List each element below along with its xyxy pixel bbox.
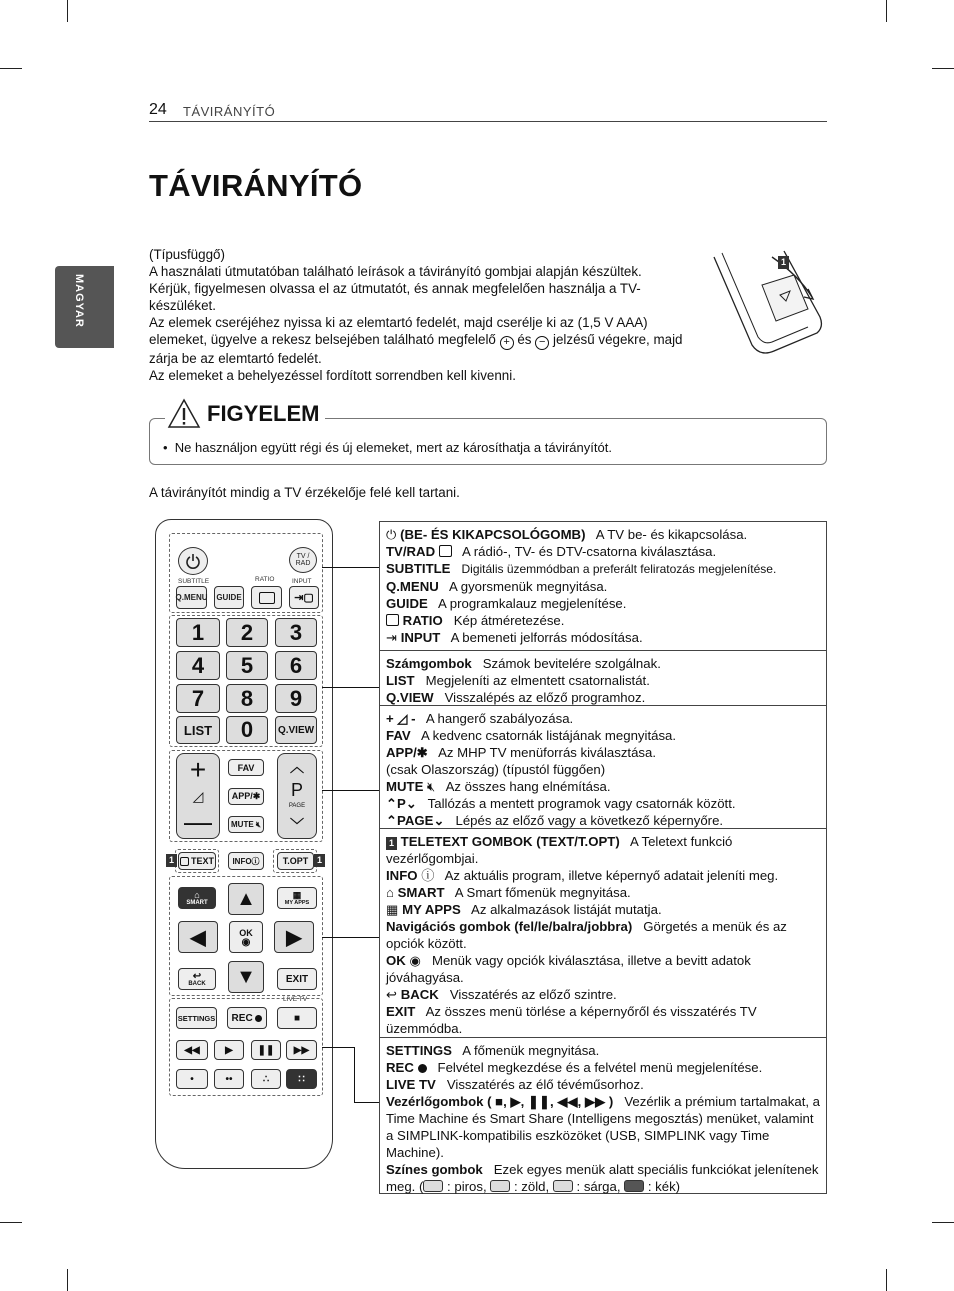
desc-row: SUBTITLE Digitális üzemmódban a preferált feliratozás megjelenítése.	[386, 561, 777, 576]
section-volume	[380, 706, 826, 829]
three-dots-icon: ∴	[262, 1073, 270, 1085]
leader-line	[354, 1047, 355, 1103]
crop-mark	[0, 1222, 22, 1223]
crop-mark	[932, 68, 954, 69]
volume-up-icon: +	[189, 754, 207, 785]
desc-row: EXIT Az összes menü törlése a képernyőről és visszatérés TV üzemmódba.	[386, 1004, 757, 1036]
fast-forward-icon: ▶▶	[293, 1044, 310, 1056]
desc-row: ⌃PAGE⌄ Lépés az előző vagy a következő képernyőre.	[386, 813, 724, 828]
crop-mark	[886, 1269, 887, 1291]
four-dots-icon: ∷	[298, 1073, 305, 1085]
teletext-badge: 1	[386, 837, 397, 850]
list-button[interactable]: LIST	[176, 716, 220, 744]
two-dots-icon: ••	[225, 1073, 233, 1085]
desc-row: LIST Megjeleníti az elmentett csatornalistát.	[386, 673, 650, 688]
volume-icon: ◿	[192, 787, 204, 804]
fav-button[interactable]: FAV	[228, 759, 264, 776]
ok-icon: ◉	[409, 953, 421, 968]
forward-button[interactable]	[286, 1040, 317, 1060]
desc-row: FAV A kedvenc csatornák listájának megnyitása.	[386, 728, 677, 743]
desc-row: INFO ⓘ Az aktuális program, illetve képernyő adatait jeleníti meg.	[386, 868, 779, 883]
desc-row: OK ◉ Menük vagy opciók kiválasztása, illetve a bevitt adatok jóváhagyása.	[386, 953, 751, 985]
section-power	[380, 522, 826, 651]
desc-row: + ◿ - A hangerő szabályozása.	[386, 711, 574, 726]
desc-row: Q.MENU A gyorsmenük megnyitása.	[386, 579, 608, 594]
digit-button[interactable]: 1	[176, 618, 220, 647]
color-button-green[interactable]	[214, 1069, 244, 1089]
intro-text	[149, 246, 689, 384]
crop-mark	[0, 68, 22, 69]
volume-rocker[interactable]	[176, 753, 220, 839]
ratio-icon	[386, 614, 399, 626]
power-button[interactable]	[178, 547, 208, 575]
page-title: TÁVIRÁNYÍTÓ	[149, 168, 363, 203]
home-icon: ⌂	[194, 889, 200, 900]
warning-icon	[167, 398, 201, 430]
livetv-label: LIVE TV	[283, 996, 308, 1003]
qview-button[interactable]: Q.VIEW	[275, 716, 317, 744]
desc-row: ⌃P⌄ Tallózás a mentett programok vagy csatornák között.	[386, 796, 736, 811]
desc-row: (csak Olaszország) (típustól függően)	[386, 762, 606, 777]
smart-button[interactable]: ⌂ SMART	[178, 887, 216, 909]
live-tv-button[interactable]	[277, 1007, 317, 1029]
plus-symbol-icon: +	[500, 336, 514, 350]
caution-heading	[165, 394, 325, 434]
teletext-badge: 1	[314, 854, 325, 867]
desc-row: TV/RAD A rádió-, TV- és DTV-csatorna kiválasztása.	[386, 544, 717, 559]
qmenu-button[interactable]: Q.MENU	[176, 586, 207, 609]
subtitle-label: SUBTITLE	[178, 578, 210, 585]
page-number: 24	[149, 101, 167, 118]
digit-button[interactable]: 2	[226, 618, 268, 647]
language-tab	[55, 266, 114, 348]
back-icon: ↩	[386, 987, 398, 1002]
input-icon: ⇥	[386, 630, 398, 645]
desc-row: REC Felvétel megkezdése és a felvétel menü megjelenítése.	[386, 1060, 763, 1075]
channel-p-label: P	[290, 780, 303, 800]
input-icon: ⇥▢	[294, 592, 314, 604]
mute-button[interactable]: MUTE 🔇︎	[228, 816, 264, 833]
leader-line	[322, 567, 379, 568]
color-button-yellow[interactable]	[251, 1069, 281, 1089]
mute-icon: 🔇︎	[255, 819, 261, 829]
desc-row: Vezérlőgombok ( ■, ▶, ❚❚, ◀◀, ▶▶ ) Vezérlik a prémium tartalmakat, a Time Machine és Smart Share (Intelligens megosztás) menüket, valamint a SIMPLINK-kompatibilis eszközöket (USB, SIMPLINK vagy Time Machine).	[386, 1094, 821, 1160]
crop-mark	[67, 1269, 68, 1291]
rewind-button[interactable]	[176, 1040, 208, 1060]
desc-row: Számgombok Számok bevitelére szolgálnak.	[386, 656, 661, 671]
desc-row: MUTE 🔇︎ Az összes hang elnémítása.	[386, 779, 611, 794]
green-button-icon	[490, 1180, 510, 1192]
color-button-blue[interactable]	[286, 1069, 317, 1089]
digit-button[interactable]: 3	[275, 618, 317, 647]
section-playback	[380, 1038, 826, 1193]
intro-line: A használati útmutatóban található leírások a távirányító gombjai alapján készültek.	[149, 264, 642, 279]
leader-line	[322, 1047, 354, 1048]
arrow-left-icon: ◀	[190, 926, 206, 949]
grid-icon: ▦	[292, 889, 302, 900]
blue-button-icon	[624, 1180, 644, 1192]
nav-up-button[interactable]	[228, 883, 264, 915]
info-icon: ⓘ	[421, 868, 435, 883]
leader-line	[322, 937, 379, 938]
crop-mark	[886, 0, 887, 22]
description-table	[379, 521, 827, 1194]
yellow-button-icon	[553, 1180, 573, 1192]
ok-button[interactable]: OK ◉	[229, 921, 263, 953]
desc-row: ⌂ SMART A Smart főmenük megnyitása.	[386, 885, 631, 900]
desc-row: GUIDE A programkalauz megjelenítése.	[386, 596, 627, 611]
crop-mark	[932, 1222, 954, 1223]
power-icon: ⏻	[386, 527, 397, 542]
grid-icon: ▦	[386, 902, 399, 917]
mute-icon: 🔇︎	[427, 779, 436, 794]
section-numbers	[380, 651, 826, 706]
rewind-icon: ◀◀	[184, 1044, 200, 1056]
desc-row: ↩ BACK Visszatérés az előző szintre.	[386, 987, 617, 1002]
digit-button-zero[interactable]: 0	[226, 716, 268, 744]
back-button[interactable]: ↩ BACK	[178, 968, 216, 990]
language-label: MAGYAR	[73, 274, 85, 328]
desc-row: Q.VIEW Visszalépés az előző programhoz.	[386, 690, 646, 705]
channel-rocker[interactable]	[277, 753, 317, 839]
digit-button[interactable]: 5	[226, 651, 268, 680]
sensor-note: A távirányítót mindig a TV érzékelője felé kell tartani.	[149, 485, 460, 500]
back-icon: ↩	[192, 970, 202, 982]
power-icon	[185, 553, 201, 569]
pause-icon: ❚❚	[257, 1044, 275, 1056]
topt-button[interactable]: T.OPT	[277, 852, 314, 870]
color-button-red[interactable]	[176, 1069, 208, 1089]
ok-icon: ◉	[241, 936, 251, 948]
settings-button[interactable]: SETTINGS	[176, 1007, 217, 1029]
tv-rad-button[interactable]: TV / RAD	[289, 547, 317, 573]
text-button[interactable]: TEXT	[178, 852, 216, 870]
intro-line: (Típusfüggő)	[149, 247, 225, 262]
desc-row: ⇥ INPUT A bemeneti jelforrás módosítása.	[386, 630, 643, 645]
record-dot-icon	[255, 1015, 262, 1022]
crop-mark	[67, 0, 68, 22]
battery-step-badge: 1	[778, 256, 789, 269]
arrow-down-icon: ▼	[236, 965, 256, 988]
desc-row: Színes gombok Ezek egyes menük alatt speciális funkciókat jelenítenek meg. ( : piros, : zöld, : sárga, : kék)	[386, 1162, 819, 1194]
red-button-icon	[423, 1180, 443, 1192]
arrow-up-icon: ▲	[236, 887, 256, 910]
digit-button[interactable]: 8	[226, 684, 268, 713]
app-button[interactable]: APP/✱	[228, 788, 264, 805]
desc-row: SETTINGS A főmenük megnyitása.	[386, 1043, 600, 1058]
digit-button[interactable]: 4	[176, 651, 220, 680]
guide-button[interactable]: GUIDE	[214, 586, 244, 609]
ratio-button[interactable]	[251, 586, 282, 609]
minus-symbol-icon: −	[535, 336, 549, 350]
ratio-label: RATIO	[255, 576, 275, 583]
nav-down-button[interactable]	[228, 961, 264, 993]
leader-line	[322, 790, 379, 791]
nav-left-button[interactable]	[178, 921, 218, 953]
chevron-down-icon: ﹀	[290, 817, 304, 833]
chevron-up-icon: ︿	[290, 759, 304, 775]
radio-tv-icon	[439, 545, 452, 557]
remote-control	[155, 519, 333, 1169]
digit-button[interactable]: 6	[275, 651, 317, 680]
intro-line: Az elemek cseréjéhez nyissa ki az elemtartó fedelét, majd cserélje ki az (1,5 V AAA) elemeket, ügyelve a rekesz belsejében található megfelelő + és − jelzésű végekre, majd zárja be az elemtartó fedelét.	[149, 315, 683, 366]
header-rule	[149, 121, 827, 122]
caution-text: • Ne használjon együtt régi és új elemeket, mert az károsíthatja a távirányítót.	[163, 440, 612, 455]
desc-row: APP/✱ Az MHP TV menüforrás kiválasztása.	[386, 745, 657, 760]
intro-line: Kérjük, figyelmesen olvassa el az útmutatót, és annak megfelelően használja a TV-készüléket.	[149, 281, 641, 313]
rec-button[interactable]: REC	[227, 1007, 267, 1029]
arrow-right-icon: ▶	[286, 926, 302, 949]
exit-button[interactable]: EXIT	[277, 968, 317, 990]
info-icon: ⓘ	[251, 856, 260, 866]
play-icon: ▶	[225, 1044, 233, 1056]
teletext-icon	[180, 857, 189, 866]
info-button[interactable]: INFO ⓘ	[228, 852, 264, 870]
digit-button[interactable]: 9	[275, 684, 317, 713]
leader-line	[354, 1102, 379, 1103]
desc-row: 1 TELETEXT GOMBOK (TEXT/T.OPT) A Teletext funkció vezérlőgombjai.	[386, 834, 733, 866]
digit-button[interactable]: 7	[176, 684, 220, 713]
teletext-badge: 1	[166, 854, 177, 867]
pause-button[interactable]	[251, 1040, 281, 1060]
running-header: TÁVIRÁNYÍTÓ	[183, 104, 276, 119]
battery-cover-illustration	[712, 245, 827, 357]
desc-row: ⏻ (BE- ÉS KIKAPCSOLÓGOMB) A TV be- és kikapcsolása.	[386, 527, 748, 542]
play-button[interactable]	[214, 1040, 244, 1060]
leader-line	[322, 687, 379, 688]
my-apps-button[interactable]: ▦ MY APPS	[277, 887, 317, 909]
input-label: INPUT	[292, 578, 312, 585]
record-dot-icon	[418, 1064, 427, 1073]
input-button[interactable]	[289, 586, 319, 609]
page-label: PAGE	[288, 803, 306, 809]
one-dot-icon: •	[190, 1073, 194, 1085]
caution-title: FIGYELEM	[207, 401, 320, 426]
nav-right-button[interactable]	[274, 921, 314, 953]
section-navigation	[380, 829, 826, 1038]
desc-row: LIVE TV Visszatérés az élő tévéműsorhoz.	[386, 1077, 644, 1092]
intro-line: Az elemeket a behelyezéssel fordított sorrendben kell kivenni.	[149, 368, 516, 383]
home-icon: ⌂	[386, 885, 394, 900]
desc-row: ▦ MY APPS Az alkalmazások listáját mutatja.	[386, 902, 662, 917]
desc-row: Navigációs gombok (fel/le/balra/jobbra) Görgetés a menük és az opciók között.	[386, 919, 787, 951]
stop-icon: ■	[293, 1012, 301, 1024]
ratio-icon	[259, 592, 275, 604]
volume-down-icon: —	[184, 806, 212, 837]
desc-row: RATIO Kép átméretezése.	[386, 612, 820, 629]
